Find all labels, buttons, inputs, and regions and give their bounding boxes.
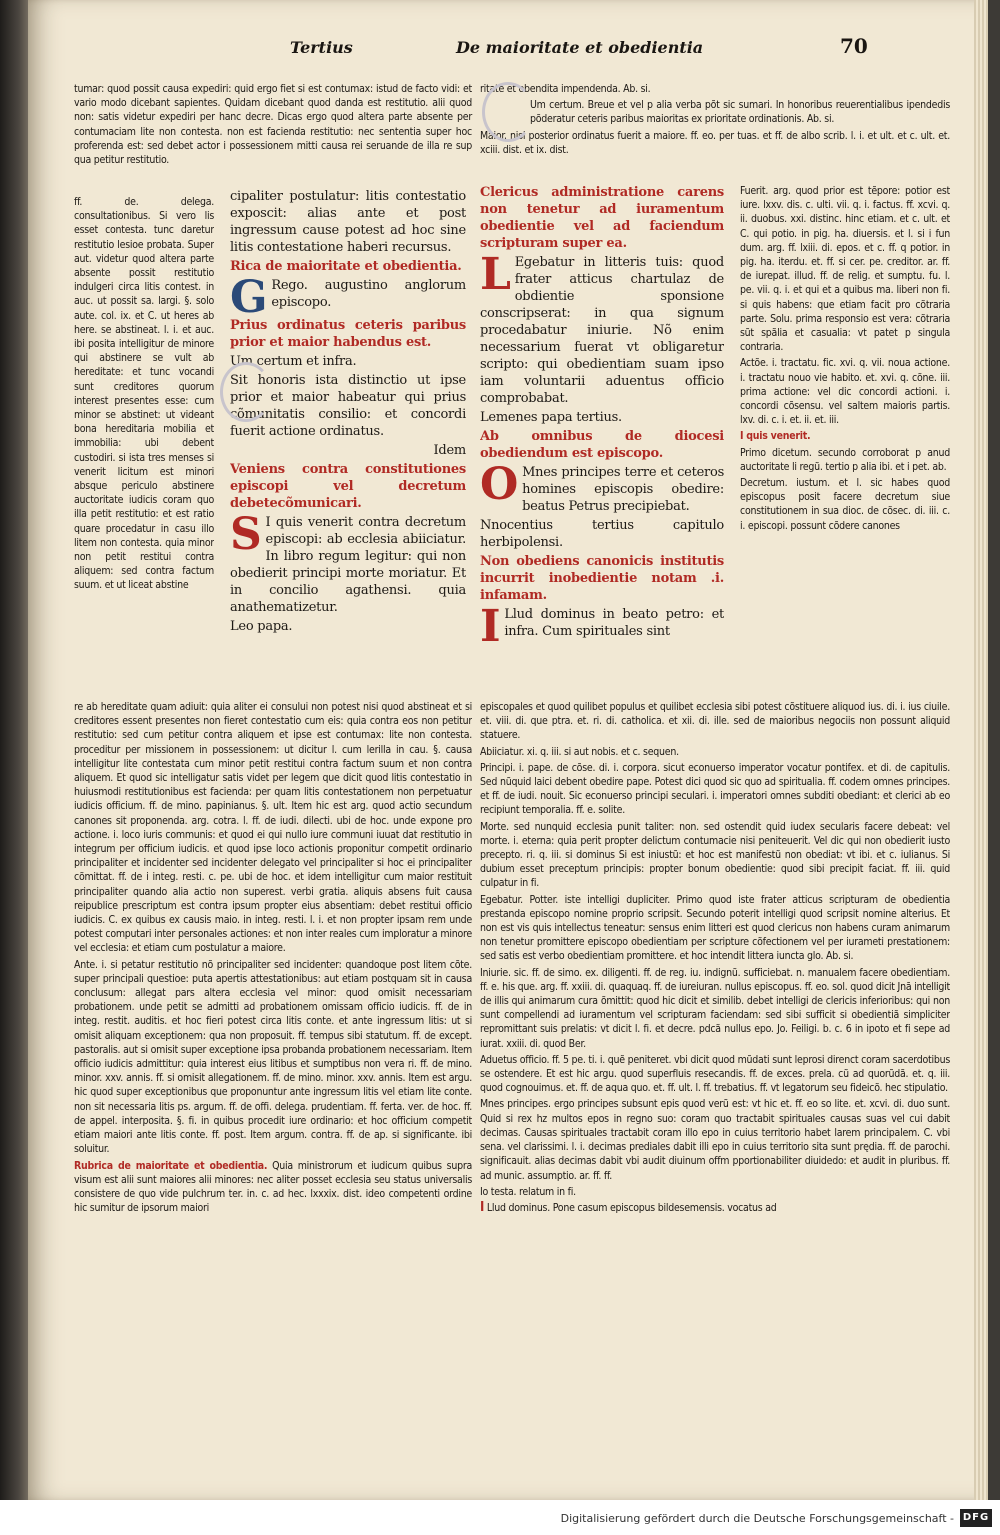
gloss-d: Actõe. i. tractatu. fic. xvi. q. vii. noua actione. i. tractatu nouo vie habito. et. xvi. q. cõne. iii. prima actione: vel dic concordi actioni. i. concordi cõsensu. vel saltem maioris partis. lxv. di. c. i. et. ii. et. iii. [740, 357, 950, 427]
rubric: Rica de maioritate et obedientia. [230, 259, 462, 274]
gloss-m: Io testa. relatum in fi. [480, 1185, 576, 1198]
initial-g: G [230, 272, 268, 323]
ghost-initial-c2 [482, 82, 534, 142]
gloss-c: Um certum. Breue et vel p alia verba põt sic sumari. In honoribus reuerentialibus ipendedis põderatur ceteris paribus maioritas ex prioritate ordinationis. Ab. si. [530, 99, 950, 126]
gloss-a: Ante. i. si petatur restitutio nõ principaliter sed incidenter: quandoque post litem cõte. super principali questioe: puta apertis attestationibus: aut etiam postquam sit in causa conclusum: allegat pars altera ecclesia vel minor: quod omisit necessariam probationem. unde petit se admitti ad probationem omissam officio iudicis. ff. de in integ. restit. auditis. et hoc fieri potest circa litis conte. et ante ingressum litis: ut si omisit aliquam exceptionem: qua non proposuit. ff. tempus sibi statutum. ff. de except. pastoralis. aut si omisit super exceptione ipsa probanda probationem necessariam. Item officio iudicis admittitur: quia interest eius litibus et sumptibus non vera ri. ff. de mino. minor. xxv. annis. ff. si omisit allegationem. ff. de mino. minor. xxv. annis. Item est argu. hic quod super exceptionibus que proponuntur ante ingressum litis vel etiam lite conte. non sit necessaria litis ps. argum. ff. de offi. delega. prudentiam. ff. ferta. ver. de hoc. ff. de appel. interposita. §. fi. in quibus procedit iure ordinario: et hoc officium competit etiam maiori ante litis conte. ff. post. Item argum. contra. ff. de ap. si significante. ibi soluitur. [74, 958, 472, 1156]
gloss-h: Morte. sed nunquid ecclesia punit taliter: non. sed ostendit quid iudex secularis facere debeat: vel morte. i. eterna: quia perit propter delictum contumacie nisi peniteuerit. Vel dic qui non obedierit iusto precepto. ri. q. iii. si dominus Si est iniustũ: et hoc est manifestũ non obediat: vt ibi. et c. iulianus. Si dubium esset preceptum principis: propter bonum obedientie: quod sibi precipit faciat. ff. iii. quid culpatur in fi. [480, 820, 950, 890]
rubric: Rubrica de maioritate et obedientia. [74, 1159, 268, 1172]
gloss-e: Decretum. iustum. et l. sic habes quod episcopus posit facere decretum siue constitutionem in sua dioc. de cõsec. di. iii. c. i. episcopi. possunt cõdere canones [740, 477, 950, 532]
book-page [28, 0, 988, 1500]
gloss-text: episcopales et quod quilibet populus et quilibet ecclesia sibi potest cõstituere aliquod ius. di. i. ius ciuile. et. viii. di. que ptra. et. ri. di. catholica. et xii. di. ille. sed de maioribus negociis non possunt aliquid statuere. [480, 701, 950, 742]
gloss-text: tumar: quod possit causa expediri: quid ergo fiet si est contumax: istud de facto vidi: et vario modo dicebant sapientes. Quidam dicebant quod danda est restitutio. alii quod non: satis videtur expediri per hanc decre. Dicas ergo quod altera parte absente per contumaciam lite non contesta. non est facienda restitutio: nec sententia super hoc proferenda est: sed debet actor i possessionem mitti causa rei seruande de illa re sup qua petitur restitutio. [74, 83, 472, 167]
gloss-f: Abiiciatur. xi. q. iii. si aut nobis. et c. sequen. [480, 745, 679, 758]
heading: Clericus administratione carens non tenetur ad iuramentum obedientie vel ad faciendum scripturam super ea. [480, 185, 724, 251]
gloss-col3 [740, 184, 950, 694]
main-text: Llud dominus in beato petro: et infra. Cum spirituales sint [504, 607, 724, 639]
gloss-k: Aduetus officio. ff. 5 pe. ti. i. quẽ peniteret. vbi dicit quod mũdati sunt leprosi direnct coram sacerdotibus se ostendere. Et est hic argu. quod superfluis resecandis. ff. de exces. prela. cũ ad quorũdã. et. q. iii. quod cognouimus. et. ff. de aqua quo. et. ff. ult. l. ff. trebatius. ff. vt legatorum seu fideicõ. hec stipulatio. [480, 1053, 950, 1095]
ghost-initial-c [220, 362, 272, 422]
gloss-col1-narrow [74, 195, 214, 695]
gloss-text: ritate et obendita impendenda. Ab. si. [480, 83, 651, 95]
idem: Idem [433, 443, 466, 458]
footer-bar [0, 1500, 1000, 1535]
initial-l: L [480, 249, 511, 300]
innocent-line: Nnocentius tertius capitulo herbipolensi. [480, 518, 724, 550]
gloss-i: Iniurie. sic. ff. de simo. ex. diligenti. ff. de reg. iu. indignũ. sufficiebat. n. manualem facere obedientiam. ff. e. his que. arg. ff. xxiii. di. quaquaq. ff. de iureiuran. nullus episcopus. ff. eo. sol. quod dicit Jnā intelligit de illis qui animarum cura õmittit: quod hic dicit et similib. debet intelligi de clericis inferioribus: qui non sunt compellendi ad iuramentum vel scripturam faciendam: sed sibi sufficit si obedientiã simpliciter repromittant suis prelatis: vt dicit l. fi. et decre. pdcã nullus epo. Jo. Feiligi. b. c. 6 in ipoto et fi sepe ad iurat. xxiii. di. quod Ber. [480, 966, 950, 1050]
initial-o: O [480, 459, 519, 510]
gloss-col1-top [74, 82, 472, 169]
main-text: Egebatur in litteris tuis: quod frater atticus chartulaz de obdientie sponsione conscripserat: in qua signum procedabatur iniurie. Nõ enim necessarium fuerat vt obligaretur scripto: qui obedientiam suam ipso iam voluntarii aduentus officio comprobabat. [480, 255, 724, 406]
main-text: cipaliter postulatur: litis contestatio exposcit: alias ante et post ingressum cause potest ad hoc sine litis contestatione haberi recursus. [230, 189, 466, 255]
gloss-g: Principi. i. pape. de cõse. di. i. corpora. sicut econuerso imperator vocatur pontifex. et di. de capitulis. Sed nũquid laici debent obedire pape. Potest dici quod sic quo ad spiritualia. ff. codem omnes principes. et ff. de iudi. nouit. Sic econuerso principi seculari. i. imperatori omnes subditi obediant: et clerici ab eo recipiunt temporalia. ff. e. solite. [480, 761, 950, 817]
main-text: Sit honoris ista distinctio ut ipse prior et maior habeatur qui prius cõmunitatis consilio: et concordi fuerit actione ordinatus. [230, 373, 466, 439]
gregory-line: Rego. augustino anglorum episcopo. [271, 278, 466, 310]
gloss-egebatur: Egebatur. Potter. iste intelligi dupliciter. Primo quod iste frater atticus scripturam de obedientia prestanda episcopo nomine proprio scripsit. Secundo poterit intelligi quod scripsit nomine alterius. Et non est vis quis intellectus teneatur: sensus enim litteri est quod clericus non habens curam animarum non tenetur promittere episcopo obedientiam per scripture cõfectionem vel per iurameti prestationem: sed satis est verbo obedientiam promittere. et hoc intendit littera iuncta glo. Ab. si. [480, 893, 950, 963]
gloss-text: Quia ministrorum et iudicum quibus supra visum est alii sunt maiores alii minores: nec aliter posset ecclesia seu status universalis consistere de quo vide pulchrum ter. in. c. ad hec. lxxxix. dist. ideo competenti ordine hic sumitur de ipsorum maiori [74, 1159, 472, 1215]
heading: Prius ordinatus ceteris paribus prior et maior habendus est. [230, 318, 466, 350]
initial-i: I [480, 601, 501, 652]
main-text-col1 [230, 188, 466, 688]
funding-note: Digitalisierung gefördert durch die Deutsche Forschungsgemeinschaft - [560, 1512, 954, 1525]
main-text: I quis venerit contra decretum episcopi: ab ecclesia abiiciatur. In libro regum legitur: qui non obedierit principi morte moriatur. Et in concilio agathensi. quia anathematizetur. [230, 515, 466, 615]
gloss-n: Llud dominus. Pone casum episcopus bildesemensis. vocatus ad [486, 1201, 777, 1214]
dfg-logo: DFG [960, 1509, 992, 1527]
heading: Ab omnibus de diocesi obediendum est episcopo. [480, 429, 724, 461]
gloss-text: Primo dicetum. secundo corroborat p anud auctoritate li regũ. tertio p alia ibi. et i pet. ab. [740, 446, 950, 473]
rubric: I quis venerit. [740, 430, 811, 443]
heading: Veniens contra constitutiones episcopi vel decretum debetecõmunicari. [230, 462, 466, 511]
running-header [28, 34, 988, 68]
header-title: De maioritate et obedientia [456, 38, 704, 57]
gloss-text: re ab hereditate quam adiuit: quia aliter ei consului non potest nisi quod abstineat et si creditores essent presentes non fieret contestatio cum eis: quia contra eos non petitur restitutio: sed cum petitur contra aliquem et ipse est contumax: lite non contesta. proceditur per missionem in possessionem: ut dicitur l. cum lerilla in cau. §. causa intelligitur lite contestata cum minor petit restitui contra factum suum et non contra aliquem. Et quod sic intelligatur satis videt per legem que dicit quod litis contestatio in huiusmodi restitutionibus est facienda: per quam litis contestationem non perpetuatur iudicis officium. ff. de mino. papinianus. §. ult. Item hic est arg. quod actio secundum canones sit proponenda. arg. cotra. l. ff. de iudi. dilecti. ubi de hoc. unde expone pro actione. i. loco iuris communis: et quod ei qui nullo iure communi iuuat dat restitutio in integrum per officium iudicis. et quod ipse loco actionis proponitur competit ordinario principaliter et incidenter sed incidenter delegato vel principaliter si hoc ei principaliter cõmittat. ff. de i integ. resti. c. pe. ubi de hoc. et idem intelligitur cum maior restituit principaliter quando alia actio non superest. verbi gratia. aliquis absens fuit causa reipublice prescriptum est contra ipsum propter eius absentiam: debet restitui officio iudicis. C. ex quibus ex causis maio. in integ. resti. l. i. et non propter ipsam rem unde potest computari inter personales actiones: et non inter reales cum imploratur a minore vel ecclesia: et etiam cum postulatur a maiore. [74, 701, 472, 955]
page-edge [974, 0, 988, 1500]
initial-l-red: I [480, 1199, 485, 1215]
page-number: 70 [840, 34, 868, 58]
gloss-text: ff. de. delega. consultationibus. Si vero lis esset contesta. tunc daretur restitutio lesioe probata. Super aut. videtur quod altera parte absente possit restitutio indulgeri circa litis contest. in auc. ut possit sa. largi. §. solo aute. col. ix. et C. ut heres ab here. se abstineat. l. i. et auc. ibi posita intelligitur de minore qui abstinere se vult ab hereditate: et tunc vocandi sunt creditores quorum interest presentes esse: cum minor se abstinet: ut videant bona hereditaria mobilia et immobilia: ubi debent custodiri. si ista tres menses si venerit licitum est minori absque periculo abstinere auctoritate iudicis coram quo illa petit restitutio: et est ratio quare procedatur in casu illo litem non contesta. quia minor non petit restitui contra aliquem: sed contra factum suum. et ut liceat abstine [74, 196, 214, 592]
gloss-col2-top [480, 82, 950, 159]
leo-line: Leo papa. [230, 619, 293, 634]
clemens-line: Lemenes papa tertius. [480, 410, 622, 425]
heading: Non obediens canonicis institutis incurrit inobedientie notam .i. infamam. [480, 554, 724, 603]
main-text-col2 [480, 184, 724, 684]
header-left: Tertius [290, 38, 353, 57]
cap-line: Um certum et infra. [230, 354, 357, 369]
gloss-l: Mnes principes. ergo principes subsunt epis quod verũ est: vt hic et. ff. eo so lite. et. xcvi. di. duo sunt. Quid si rex hz multos epos in regno suo: coram quo tractabit spirituales causas suas vel cui dabit decimas. Causas spirituales tractabit coram illo epo in cuius territorio habet larem principalem. C. vbi sena. vel clarissimi. l. i. decimas prediales dabit illi epo in cuius territorio sita sunt prędia. ff. de parochi. significauit. alias decimas dabit vbi audit diuinum offm pportionabiliter diuidedo: et audit in pluribus. ff. ad munic. assumptio. ar. ff. ff. [480, 1098, 950, 1182]
main-text: Mnes principes terre et ceteros homines episcopis obedire: beatus Petrus precipiebat. [522, 465, 724, 514]
gloss-col1-lower [74, 700, 472, 1490]
initial-s: S [230, 509, 262, 560]
gloss-text: Fuerit. arg. quod prior est tẽpore: potior est iure. lxxv. dis. c. ulti. vii. q. i. factus. ff. xcvi. q. ii. duobus. xxi. distinc. hinc etiam. et c. ult. et C. qui potio. in pig. ha. diuersis. et l. si i fun dum. arg. ff. lxiii. di. epos. et c. ff. q potior. in pig. ha. iterdu. et. ff. si cer. pe. creditor. ar. ff. de iurepat. illud. ff. de relig. et sumptu. fu. l. pe. vii. q. i. et qui et a quibus ma. liberi non fi. si quis habens: que etiam facit pro cõtraria parte. Solu. prima responsio est vera: cõtraria sũt spãlia et casualia: vt patet p singula contraria. [740, 185, 950, 354]
gloss-col2-lower [480, 700, 950, 1490]
gloss-b: Maior. nisi posterior ordinatus fuerit a maiore. ff. eo. per tuas. et ff. de albo scrib. l. i. et ult. et c. ult. et. xciii. dist. et ix. dist. [480, 129, 950, 156]
